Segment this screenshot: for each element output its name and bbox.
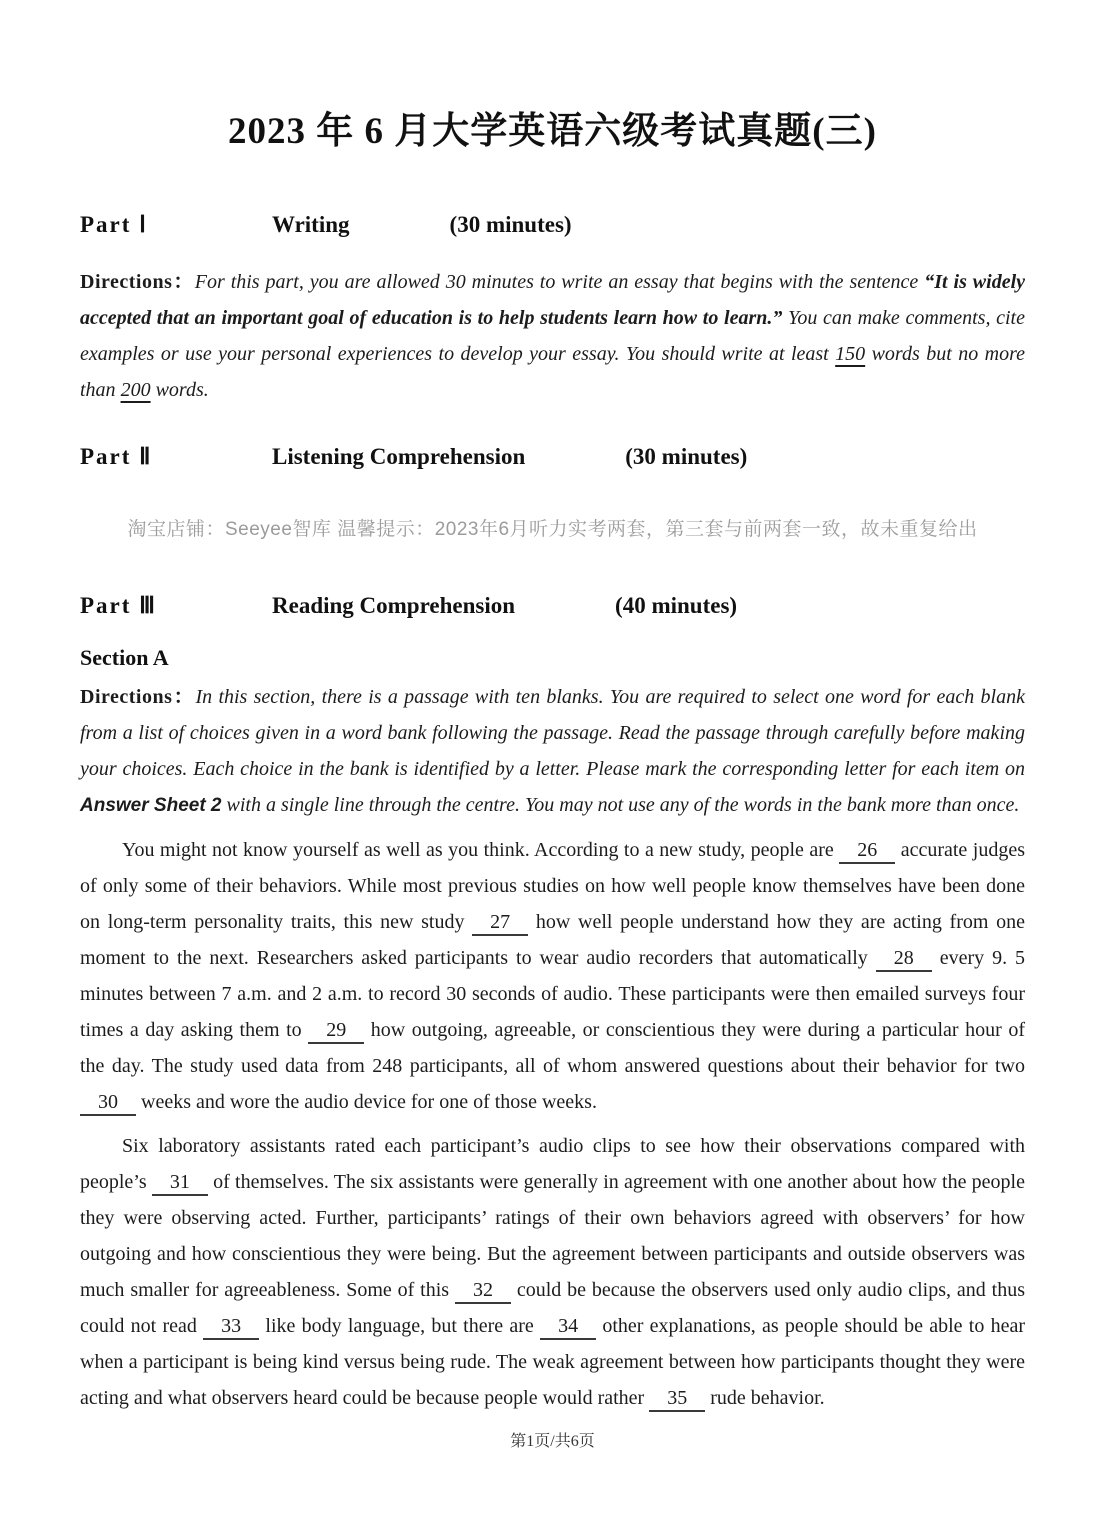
blank-32: 32 <box>455 1278 511 1304</box>
part2-name: Listening Comprehension <box>272 444 526 469</box>
part1-label: Part Ⅰ <box>80 212 148 237</box>
directions-text: words. <box>150 379 209 401</box>
blank-28: 28 <box>876 946 932 972</box>
blank-29: 29 <box>308 1018 364 1044</box>
directions-text: For this part, you are allowed 30 minutes to write an essay that begins with the sentence <box>194 271 925 293</box>
part2-duration: (30 minutes) <box>625 444 748 469</box>
blank-31: 31 <box>152 1170 208 1196</box>
writing-directions <box>80 264 1025 408</box>
passage-text: other explanations, as people should be able to hear when a participant is being kind versus being rude. The weak agreement between how participants thought they were acting and what observers heard could be because people would rather <box>80 1315 1026 1409</box>
part3-duration: (40 minutes) <box>615 593 738 618</box>
part3-heading <box>80 593 1025 619</box>
page-footer: 第1页/共6页 <box>510 1433 595 1450</box>
passage-paragraph-1 <box>80 832 1025 1120</box>
part3-label: Part Ⅲ <box>80 593 158 618</box>
blank-33: 33 <box>203 1314 259 1340</box>
passage-text: could be because the observers used only audio clips, and thus could not read <box>80 1279 1025 1337</box>
passage-text: weeks and wore the audio device for one of those weeks. <box>136 1091 597 1113</box>
blank-30: 30 <box>80 1090 136 1116</box>
min-word-count: 150 <box>835 343 866 365</box>
page-title: 2023 年 6 月大学英语六级考试真题(三) <box>228 111 877 152</box>
passage-text: You might not know yourself as well as you think. According to a new study, people are <box>122 839 840 861</box>
seller-watermark-notice: 淘宝店铺：Seeyee智库 温馨提示：2023年6月听力实考两套，第三套与前两套一致，故未重复给出 <box>127 519 978 540</box>
directions-label: Directions： <box>80 271 195 293</box>
passage-text: of themselves. The six assistants were generally in agreement with one another about how the people they were observing acted. Further, participants’ ratings of their own behaviors agreed with observers’ for how outgoing and how conscientious they were being. But the agreement between participants and outside observers was much smaller for agreeableness. Some of this <box>80 1171 1025 1301</box>
blank-34: 34 <box>540 1314 596 1340</box>
passage-text: every 9. 5 minutes between 7 a.m. and 2 a.m. to record 30 seconds of audio. These participants were then emailed surveys four times a day asking them to <box>80 947 1026 1041</box>
max-word-count: 200 <box>120 379 151 401</box>
passage-text: how well people understand how they are acting from one moment to the next. Researchers asked participants to wear audio recorders that automatically <box>80 911 1026 969</box>
passage-text: accurate judges of only some of their behaviors. While most previous studies on how well people know themselves have been done on long-term personality traits, this new study <box>80 839 1025 933</box>
passage-text: rude behavior. <box>705 1387 825 1409</box>
part2-heading <box>80 444 1025 470</box>
directions-text: words but no more than <box>80 343 1025 401</box>
part1-name: Writing <box>272 212 350 237</box>
passage-text: Six laboratory assistants rated each participant’s audio clips to see how their observations compared with people’s <box>80 1135 1025 1193</box>
blank-26: 26 <box>839 838 895 864</box>
blank-27: 27 <box>472 910 528 936</box>
section-a-heading: Section A <box>80 645 169 670</box>
answer-sheet-reference: Answer Sheet 2 <box>80 795 222 816</box>
directions-text: You can make comments, cite examples or use your personal experiences to develop your essay. You should write at least <box>80 307 1025 365</box>
directions-text: In this section, there is a passage with ten blanks. You are required to select one word for each blank from a list of choices given in a word bank following the passage. Read the passage through carefully before making your choices. Each choice in the bank is identified by a letter. Please mark the corresponding letter for each item on <box>80 686 1025 780</box>
blank-35: 35 <box>649 1386 705 1412</box>
passage-text: how outgoing, agreeable, or conscientious they were during a particular hour of the day. The study used data from 248 participants, all of whom answered questions about their behavior for two <box>80 1019 1025 1077</box>
section-a-directions <box>80 679 1025 824</box>
passage-text: like body language, but there are <box>259 1315 541 1337</box>
part3-name: Reading Comprehension <box>272 593 516 618</box>
directions-text: with a single line through the centre. You may not use any of the words in the bank more than once. <box>221 794 1020 816</box>
part1-heading <box>80 212 1025 238</box>
directions-label: Directions： <box>80 686 196 708</box>
part2-label: Part Ⅱ <box>80 444 153 469</box>
part1-duration: (30 minutes) <box>449 212 572 237</box>
essay-opening-sentence: “It is widely accepted that an important goal of education is to help students learn how to learn.” <box>80 271 1026 329</box>
passage-paragraph-2 <box>80 1128 1025 1416</box>
